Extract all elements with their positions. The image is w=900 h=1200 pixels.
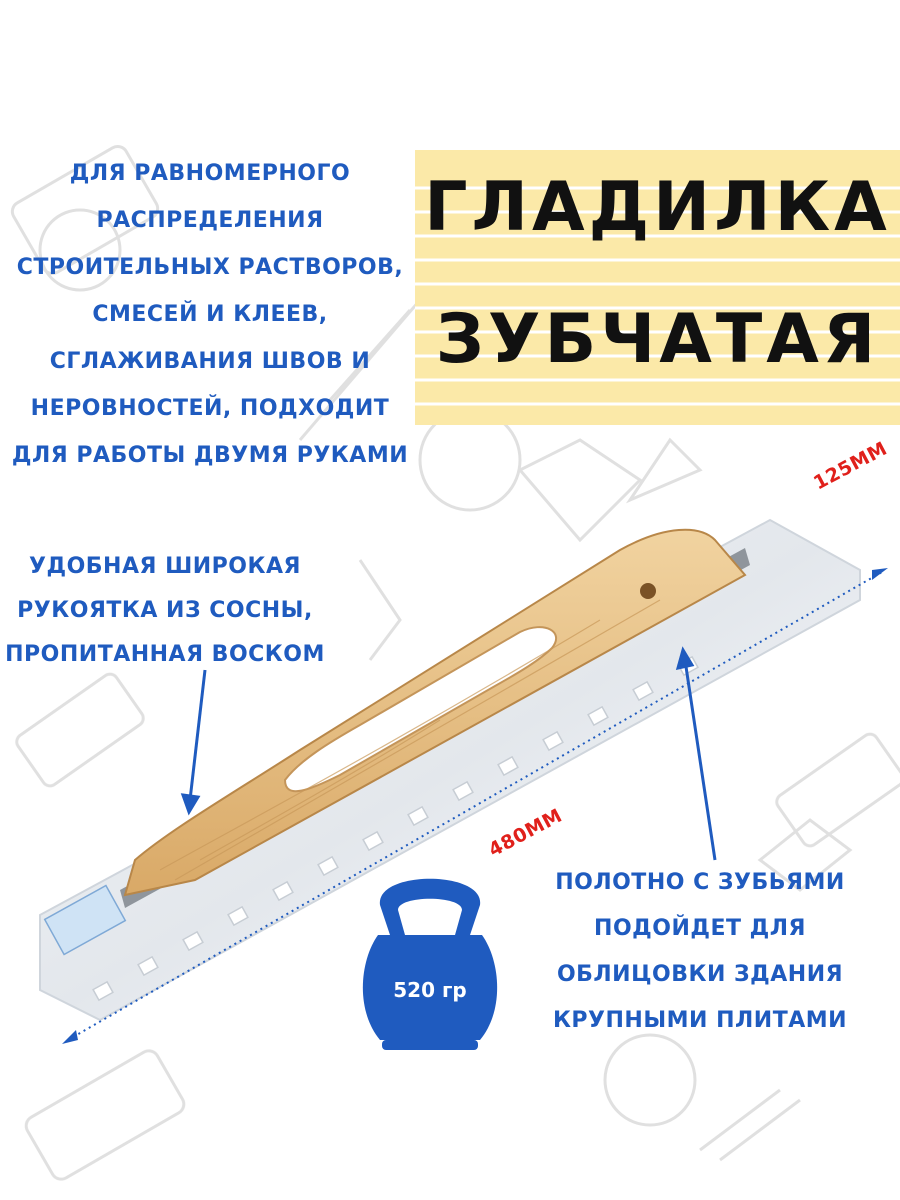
kettlebell-icon [363, 879, 497, 1050]
purpose-line: ДЛЯ РАБОТЫ ДВУМЯ РУКАМИ [11, 443, 409, 468]
purpose-line: НЕРОВНОСТЕЙ, ПОДХОДИТ [30, 396, 390, 421]
purpose-line: СГЛАЖИВАНИЯ ШВОВ И [49, 349, 371, 374]
handle-line: РУКОЯТКА ИЗ СОСНЫ, [17, 598, 313, 623]
width-dimension-label: 125ММ [810, 437, 891, 495]
blade-line: ОБЛИЦОВКИ ЗДАНИЯ [556, 962, 844, 987]
handle-line: ПРОПИТАННАЯ ВОСКОМ [5, 642, 325, 667]
purpose-line: РАСПРЕДЕЛЕНИЯ [96, 208, 324, 233]
handle-pointer-arrow [190, 670, 205, 800]
length-dimension-label: 480ММ [485, 804, 566, 862]
arrowhead-icon [62, 1030, 78, 1044]
title-line-1: ГЛАДИЛКА [424, 168, 891, 247]
blade-line: КРУПНЫМИ ПЛИТАМИ [552, 1008, 848, 1033]
blade-line: ПОЛОТНО С ЗУБЬЯМИ [555, 870, 845, 895]
blade-pointer-arrow [685, 660, 715, 860]
purpose-line: ДЛЯ РАВНОМЕРНОГО [69, 161, 351, 186]
purpose-line: СМЕСЕЙ И КЛЕЕВ, [92, 302, 328, 327]
arrowhead-icon [183, 795, 198, 812]
handle-line: УДОБНАЯ ШИРОКАЯ [29, 554, 301, 579]
arrowhead-icon [872, 568, 888, 580]
blade-line: ПОДОЙДЕТ ДЛЯ [594, 916, 806, 941]
title-line-2: ЗУБЧАТАЯ [435, 300, 880, 379]
purpose-line: СТРОИТЕЛЬНЫХ РАСТВОРОВ, [16, 255, 404, 280]
weight-label: 520 гр [393, 978, 467, 1002]
